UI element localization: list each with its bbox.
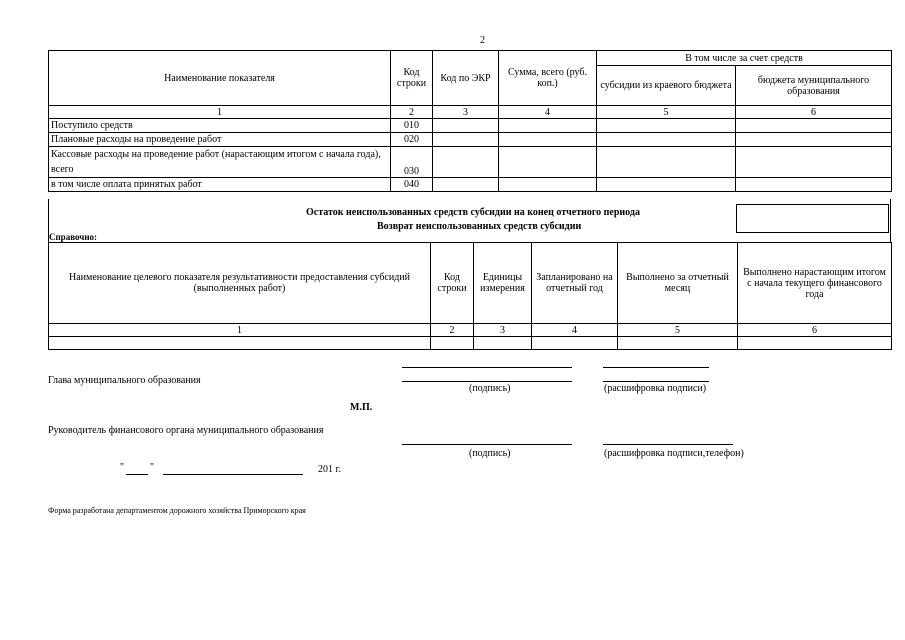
header-incl: В том числе за счет средств bbox=[597, 51, 892, 66]
header-done-month: Выполнено за отчетный месяц bbox=[618, 243, 738, 324]
row-code: 030 bbox=[391, 147, 433, 178]
header-planned: Запланировано на отчетный год bbox=[532, 243, 618, 324]
col-number: 3 bbox=[433, 106, 499, 119]
col-number: 2 bbox=[391, 106, 433, 119]
header-ekr: Код по ЭКР bbox=[433, 51, 499, 106]
cell-municipal[interactable] bbox=[736, 147, 892, 178]
cell-municipal[interactable] bbox=[736, 119, 892, 133]
date-day-line[interactable] bbox=[126, 474, 148, 475]
cell-empty[interactable] bbox=[474, 337, 532, 350]
col-number: 5 bbox=[618, 324, 738, 337]
row-code: 010 bbox=[391, 119, 433, 133]
date-quote-close: " bbox=[150, 462, 155, 473]
header-municipal: бюджета муниципального образования bbox=[736, 66, 892, 106]
decode-hint: (расшифровка подписи) bbox=[604, 383, 707, 394]
date-year: 201 г. bbox=[318, 464, 341, 475]
remainder-label: Остаток неиспользованных средств субсидии на конец отчетного периода bbox=[306, 207, 640, 218]
cell-regional[interactable] bbox=[597, 133, 736, 147]
col-number: 4 bbox=[499, 106, 597, 119]
cell-ekr[interactable] bbox=[433, 133, 499, 147]
cell-sum[interactable] bbox=[499, 133, 597, 147]
cell-empty[interactable] bbox=[49, 337, 431, 350]
col-number: 1 bbox=[49, 324, 431, 337]
header-code: Код строки bbox=[391, 51, 433, 106]
decode-line-top bbox=[603, 367, 709, 368]
decode-line[interactable] bbox=[603, 381, 709, 382]
decode-line-2[interactable] bbox=[603, 444, 733, 445]
date-quote-open: " bbox=[120, 462, 125, 473]
cell-sum[interactable] bbox=[499, 119, 597, 133]
reference-label: Справочно: bbox=[49, 232, 98, 242]
signature-line-top bbox=[402, 367, 572, 368]
cell-ekr[interactable] bbox=[433, 119, 499, 133]
header-indicator-name: Наименование целевого показателя результативности предоставления субсидий (выполненных работ) bbox=[49, 243, 431, 324]
col-number: 2 bbox=[431, 324, 474, 337]
indicators-table bbox=[48, 242, 892, 350]
header-sum: Сумма, всего (руб. коп.) bbox=[499, 51, 597, 106]
cell-empty[interactable] bbox=[431, 337, 474, 350]
return-label: Возврат неиспользованных средств субсидии bbox=[377, 221, 582, 232]
row-name: Кассовые расходы на проведение работ (нарастающим итогом с начала года), всего bbox=[49, 147, 391, 178]
header-name: Наименование показателя bbox=[49, 51, 391, 106]
row-name: Плановые расходы на проведение работ bbox=[49, 133, 391, 147]
remainder-value-box[interactable] bbox=[736, 204, 889, 233]
cell-regional[interactable] bbox=[597, 178, 736, 192]
row-code: 040 bbox=[391, 178, 433, 192]
header-code: Код строки bbox=[431, 243, 474, 324]
col-number: 5 bbox=[597, 106, 736, 119]
cell-sum[interactable] bbox=[499, 178, 597, 192]
signature-hint-2: (подпись) bbox=[469, 448, 511, 459]
head-label: Глава муниципального образования bbox=[48, 375, 201, 386]
cell-municipal[interactable] bbox=[736, 178, 892, 192]
decode-hint-2: (расшифровка подписи,телефон) bbox=[604, 448, 744, 459]
cell-empty[interactable] bbox=[738, 337, 892, 350]
col-number: 6 bbox=[736, 106, 892, 119]
footer-note: Форма разработана департаментом дорожного хозяйства Приморского края bbox=[48, 506, 306, 515]
row-name: Поступило средств bbox=[49, 119, 391, 133]
col-number: 3 bbox=[474, 324, 532, 337]
cell-sum[interactable] bbox=[499, 147, 597, 178]
stamp-label: М.П. bbox=[350, 402, 373, 413]
header-done-cumulative: Выполнено нарастающим итогом с начала текущего финансового года bbox=[738, 243, 892, 324]
page-number: 2 bbox=[480, 35, 485, 46]
signature-line-2[interactable] bbox=[402, 444, 572, 445]
row-code: 020 bbox=[391, 133, 433, 147]
cell-ekr[interactable] bbox=[433, 178, 499, 192]
cell-empty[interactable] bbox=[532, 337, 618, 350]
signature-line[interactable] bbox=[402, 381, 572, 382]
finance-head-label: Руководитель финансового органа муниципального образования bbox=[48, 425, 324, 436]
row-name: в том числе оплата принятых работ bbox=[49, 178, 391, 192]
col-number: 4 bbox=[532, 324, 618, 337]
cell-municipal[interactable] bbox=[736, 133, 892, 147]
date-month-line[interactable] bbox=[163, 474, 303, 475]
report-table bbox=[48, 50, 892, 192]
cell-regional[interactable] bbox=[597, 119, 736, 133]
col-number: 6 bbox=[738, 324, 892, 337]
col-number: 1 bbox=[49, 106, 391, 119]
signature-hint: (подпись) bbox=[469, 383, 511, 394]
header-regional: субсидии из краевого бюджета bbox=[597, 66, 736, 106]
cell-regional[interactable] bbox=[597, 147, 736, 178]
cell-ekr[interactable] bbox=[433, 147, 499, 178]
header-units: Единицы измерения bbox=[474, 243, 532, 324]
cell-empty[interactable] bbox=[618, 337, 738, 350]
